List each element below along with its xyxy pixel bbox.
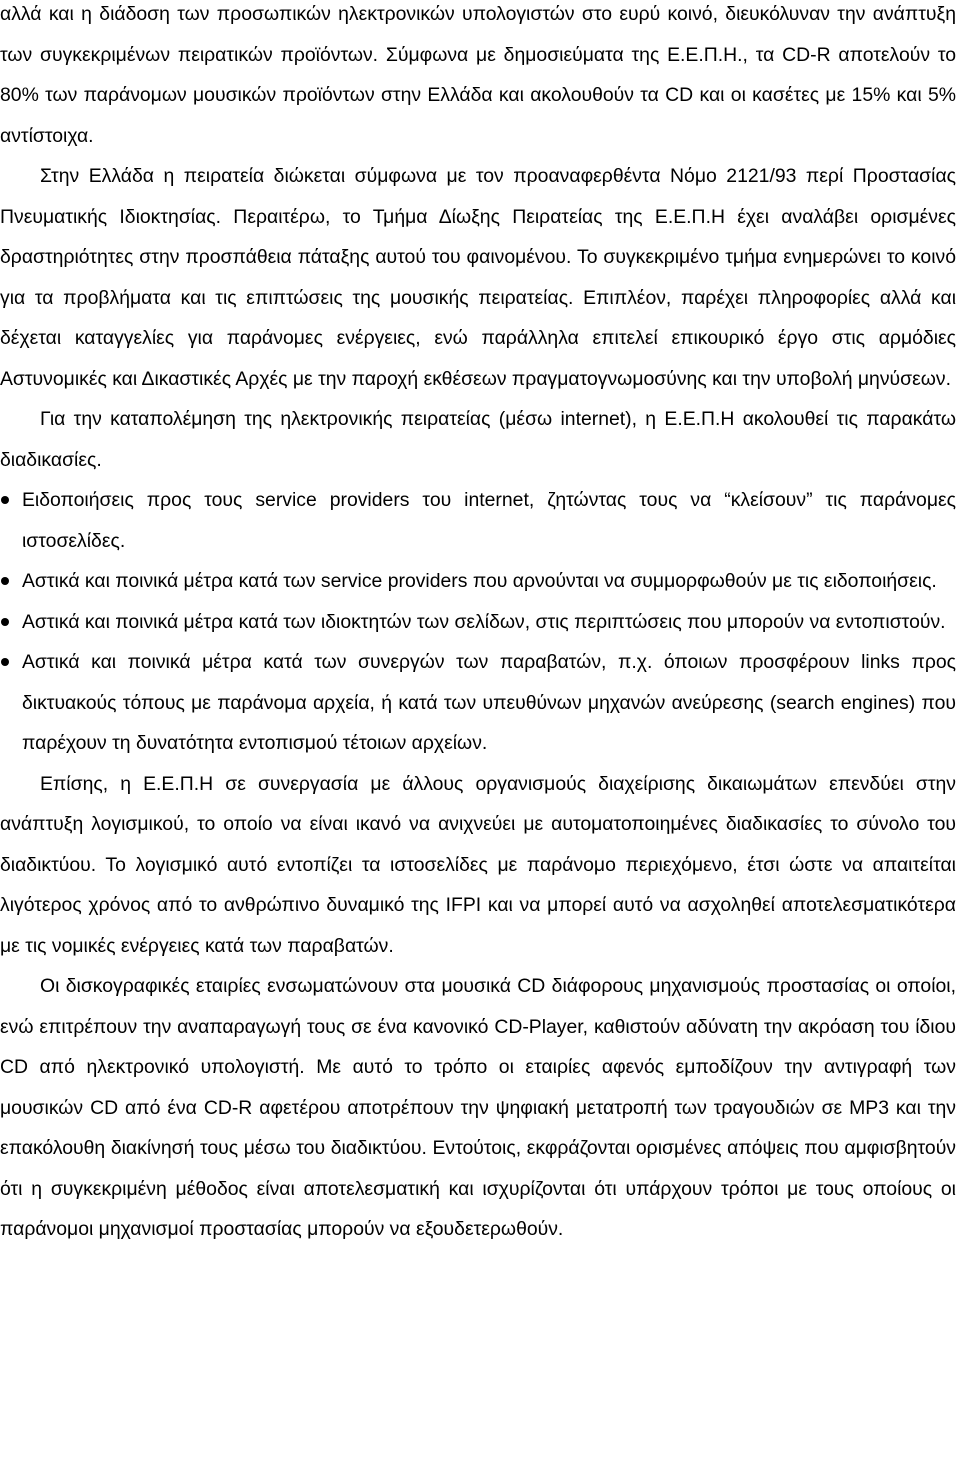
list-item-text: Αστικά και ποινικά μέτρα κατά των συνεργών των παραβατών, π.χ. όποιων προσφέρουν links προς δικτυακούς τόπους με παράνομα αρχεία, ή κατά των υπευθύνων μηχανών ανεύρεσης (search engines) που παρέχουν τη δυνατότητα εντοπισμού τέτοιων αρχείων. [22,651,956,754]
bullet-icon [1,496,9,504]
bullet-icon [1,658,9,666]
list-item [0,602,956,643]
list-item [0,561,956,602]
paragraph-protection: Οι δισκογραφικές εταιρίες ενσωματώνουν στα μουσικά CD διάφορους μηχανισμούς προστασίας οι οποίοι, ενώ επιτρέπουν την αναπαραγωγή τους σε ένα κανονικό CD-Player, καθιστούν αδύνατη την ακρόαση του ίδιου CD από ηλεκτρονικό υπολογιστή. Με αυτό το τρόπο οι εταιρίες αφενός εμποδίζουν την αντιγραφή των μουσικών CD από ένα CD-R αφετέρου αποτρέπουν την ψηφιακή μετατροπή των τραγουδιών σε MP3 και την επακόλουθη διακίνησή τους μέσω του διαδικτύου. Εντούτοις, εκφράζονται ορισμένες απόψεις που αμφισβητούν ότι η συγκεκριμένη μέθοδος είναι αποτελεσματική και ισχυρίζονται ότι υπάρχουν τρόποι με τους οποίους οι παράνομοι μηχανισμοί προστασίας μπορούν να εξουδετερωθούν. [0,975,956,1240]
list-item-text: Αστικά και ποινικά μέτρα κατά των service providers που αρνούνται να συμμορφωθούν με τις ειδοποιήσεις. [22,570,937,592]
paragraph-law: Στην Ελλάδα η πειρατεία διώκεται σύμφωνα με τον προαναφερθέντα Νόμο 2121/93 περί Προστασίας Πνευματικής Ιδιοκτησίας. Περαιτέρω, το Τμήμα Δίωξης Πειρατείας της Ε.Ε.Π.Η έχει αναλάβει ορισμένες δραστηριότητες στην προσπάθεια πάταξης αυτού του φαινομένου. Το συγκεκριμένο τμήμα ενημερώνει το κοινό για τα προβλήματα και τις επιπτώσεις της μουσικής πειρατείας. Επιπλέον, παρέχει πληροφορίες αλλά και δέχεται καταγγελίες για παράνομες ενέργειες, ενώ παράλληλα επιτελεί επικουρικό έργο στις αρμόδιες Αστυνομικές και Δικαστικές Αρχές με την παροχή εκθέσεων πραγματογνωμοσύνης και την υποβολή μηνύσεων. [0,165,956,390]
list-item-text: Αστικά και ποινικά μέτρα κατά των ιδιοκτητών των σελίδων, στις περιπτώσεις που μπορούν να εντοπιστούν. [22,610,946,633]
bullet-icon [1,577,9,585]
paragraph-procedures: Για την καταπολέμηση της ηλεκτρονικής πειρατείας (μέσω internet), η Ε.Ε.Π.Η ακολουθεί τις παρακάτω διαδικασίες. [0,408,956,471]
list-item [0,480,956,561]
paragraph-intro: αλλά και η διάδοση των προσωπικών ηλεκτρονικών υπολογιστών στο ευρύ κοινό, διευκόλυναν την ανάπτυξη των συγκεκριμένων πειρατικών προϊόντων. Σύμφωνα με δημοσιεύματα της Ε.Ε.Π.Η., τα CD-R αποτελούν το 80% των παράνομων μουσικών προϊόντων στην Ελλάδα και ακολουθούν τα CD και οι κασέτες με 15% και 5% αντίστοιχα. [0,3,956,147]
paragraph-software: Επίσης, η Ε.Ε.Π.Η σε συνεργασία με άλλους οργανισμούς διαχείρισης δικαιωμάτων επενδύει στην ανάπτυξη λογισμικού, το οποίο να είναι ικανό να ανιχνεύει με αυτοματοποιημένες διαδικασίες το σύνολο του διαδικτύου. Το λογισμικό αυτό εντοπίζει τα ιστοσελίδες με παράνομο περιεχόμενο, έτσι ώστε να απαιτείται λιγότερος χρόνος από το ανθρώπινο δυναμικό της IFPI και να μπορεί αυτό να ασχοληθεί αποτελεσματικότερα με τις νομικές ενέργειες κατά των παραβατών. [0,772,956,957]
list-item [0,642,956,764]
bullet-icon [1,618,9,626]
list-item-text: Ειδοποιήσεις προς τους service providers του internet, ζητώντας τους να “κλείσουν” τις παράνομες ιστοσελίδες. [22,489,956,552]
procedures-list [0,480,956,764]
